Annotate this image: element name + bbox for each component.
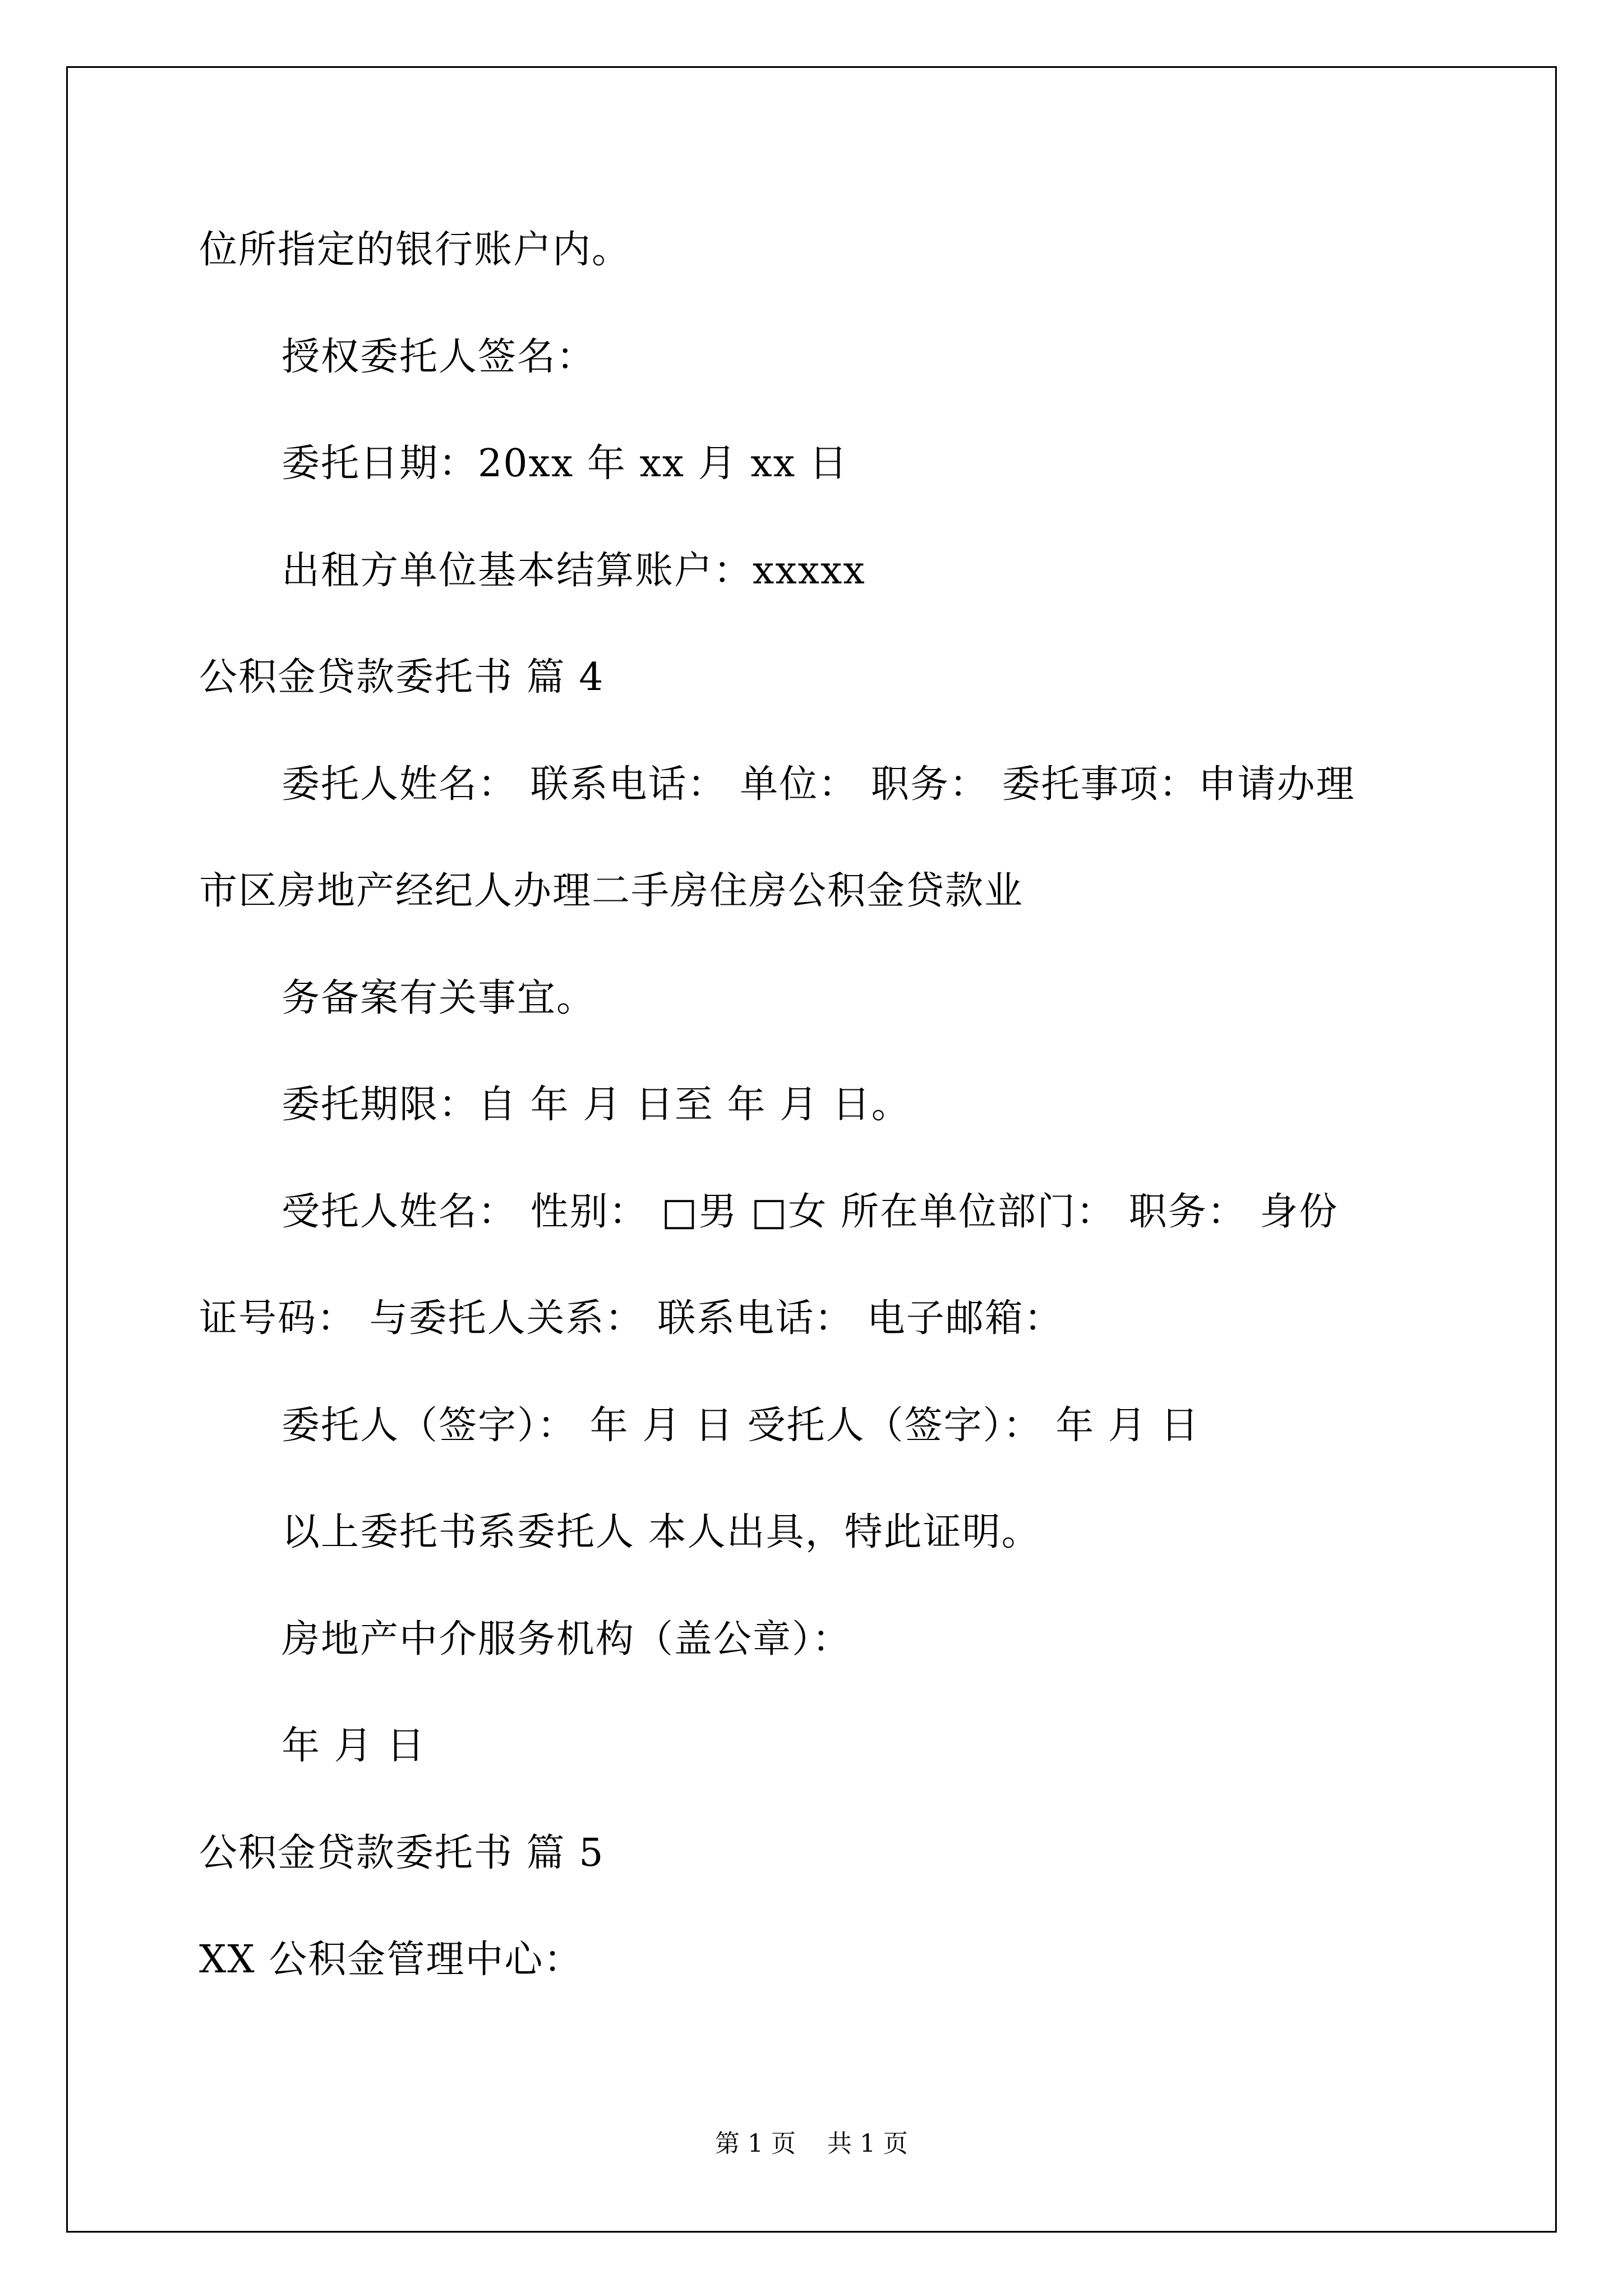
text-line-signatures: 委托人（签字）： 年 月 日 受托人（签字）： 年 月 日	[282, 1404, 1200, 1448]
text-line-period: 委托期限：自 年 月 日至 年 月 日。	[282, 1083, 911, 1127]
text-line-agent-info: 受托人姓名： 性别： □男 □女 所在单位部门： 职务： 身份	[282, 1190, 1339, 1234]
text-line-account: 位所指定的银行账户内。	[199, 228, 631, 272]
text-line-date: 委托日期：20xx 年 xx 月 xx 日	[282, 441, 849, 486]
page-number-footer: 第 1 页 共 1 页	[715, 2129, 908, 2158]
text-line-addressee: XX 公积金管理中心：	[199, 1938, 583, 1982]
text-line-matter-cont: 务备案有关事宜。	[282, 976, 596, 1020]
text-line-signature: 授权委托人签名：	[282, 335, 596, 379]
text-line-settlement-account: 出租方单位基本结算账户：xxxxx	[282, 549, 866, 593]
text-line-agency-seal: 房地产中介服务机构（盖公章）：	[282, 1617, 852, 1662]
text-line-seal-date: 年 月 日	[282, 1724, 426, 1768]
section-heading-4: 公积金贷款委托书 篇 4	[199, 655, 605, 700]
text-line-principal-info: 委托人姓名： 联系电话： 单位： 职务： 委托事项：申请办理	[282, 762, 1355, 807]
text-line-agent-info-cont: 证号码： 与委托人关系： 联系电话： 电子邮箱：	[199, 1296, 1063, 1341]
section-heading-5: 公积金贷款委托书 篇 5	[199, 1831, 605, 1875]
page-border	[66, 66, 1557, 2233]
text-line-matter: 市区房地产经纪人办理二手房住房公积金贷款业	[199, 869, 1024, 913]
text-line-certification: 以上委托书系委托人 本人出具，特此证明。	[282, 1510, 1041, 1554]
